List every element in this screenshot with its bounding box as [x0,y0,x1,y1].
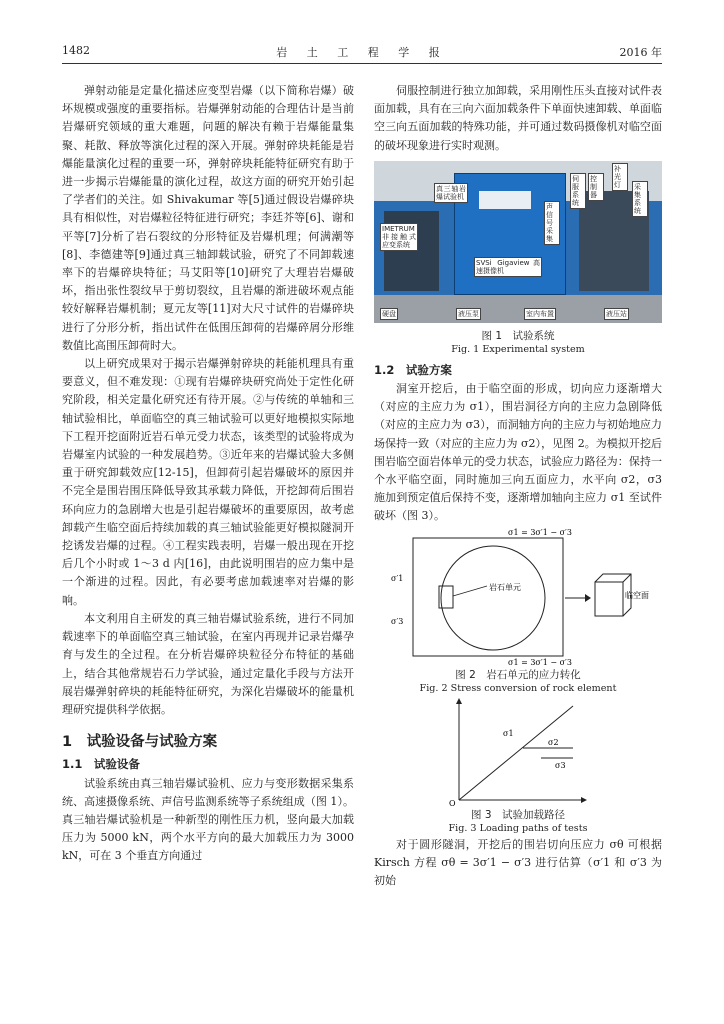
leader-line [453,586,487,596]
figure-caption-en: Fig. 3 Loading paths of tests [448,822,588,834]
label-pump: 液压泵 [458,309,479,318]
left-stress-label-2: σ′3 [391,616,404,626]
element-cube-front [595,582,623,616]
figure-caption: 图 3 试验加载路径 [470,808,566,821]
paragraph: 伺服控制进行独立加卸载，采用刚性压头直接对试件表面加载，具有在三向六面加载条件下单面快速卸载、单面临空三向五面加载的特殊功能，并可通过数码摄像机对临空面的破坏现象进行实时观测。 [374,84,662,152]
sigma1-label: σ1 [503,728,514,738]
free-face-label: 临空面 [625,590,649,600]
element-cube-edge [623,574,631,582]
figure-caption: 图 2 岩石单元的应力转化 [455,668,581,681]
top-stress-label: σ1 = 3σ′1 − σ′3 [508,527,572,537]
label-hydraulic: 液压站 [606,309,627,318]
label-servo: 伺服系统 [570,173,586,209]
figure-caption: 图 1 试验系统 [481,329,555,342]
label-imetrum: IMETRUM非接触式应变系统 [382,224,416,249]
figure-caption-en: Fig. 2 Stress conversion of rock element [419,682,617,694]
paragraph: 洞室开挖后，由于临空面的形成，切向应力逐渐增大（对应的主应力为 σ1），围岩洞径方向的主应力急剧降低（对应的主应力为 σ3），而洞轴方向的主应力与初始地应力场保持一致（对应的主应力为 σ2），见图 2。为模拟开挖后围岩临空面岩体单元的受力状态，试验应力路径为：保持一个水平临空面，同时施加三向五面应力，水平向 σ2，σ3 施加到预定值后保持不变，逐渐增加轴向主应力 σ1 至试件破坏（图 3）。 [374,382,662,523]
rock-mass-boundary [413,538,563,656]
rock-element-label: 岩石单元 [489,582,521,592]
paragraph: 对于圆形隧洞，开挖后的围岩切向压应力 σθ 可根据 Kirsch 方程 σθ = 3σ′1 − σ′3 进行估算（σ′1 和 σ′3 为初始 [374,837,662,888]
loading-path-diagram [443,696,593,808]
transform-arrowhead [585,594,591,602]
experimental-system-photo [374,161,662,323]
sigma3-label: σ3 [555,760,566,770]
label-room: 室内布置 [526,309,554,318]
left-stress-label-1: σ′1 [391,573,404,583]
figure-caption-en: Fig. 1 Experimental system [451,343,585,355]
machine-plate [479,191,531,209]
label-disk: 硬盘 [382,309,396,318]
path-sigma1 [459,706,573,800]
subsection-heading: 1.2 试验方案 [374,362,452,377]
paragraph: 以上研究成果对于揭示岩爆弹射碎块的耗能机理具有重要意义，但不难发现：①现有岩爆碎块研究尚处于定性化研究阶段，相关定量化研究还有待开展。②与传统的单轴和三轴试验相比，单面临空的真三轴试验可以更好地模拟实际地下工程开挖面附近岩石单元受力状态，该类型的试验将成为岩爆室内试验的一种发展趋势。③近年来的岩爆试验大多侧重于研究卸载效应[12-15]，但卸荷引起岩爆破坏的原因并不完全是围岩围压降低导致其承载力降低，开挖卸荷后围岩环向应力的急剧增大也是引起岩爆破坏的重要原因，故考虑卸载产生临空面后持续加载的真三轴试验能更好模拟隧洞开挖诱发岩爆的过程。④工程实践表明，岩爆一般出现在开挖后几个小时或 1～3 d 内[16]，由此说明围岩的应力集中是一个渐进的过程。因此，有必要考虑加载速率对岩爆的影响。 [62,357,354,607]
origin-label: O [449,798,456,808]
label-camera: SVSi Gigaview高速摄像机 [476,258,540,275]
paragraph: 试验系统由真三轴岩爆试验机、应力与变形数据采集系统、高速摄像系统、声信号监测系统等子系统组成（图 1）。真三轴岩爆试验机是一种新型的刚性压力机，竖向最大加载压力为 5000 kN，两个水平方向的最大加载压力为 3000 kN，可在 3 个垂直方向通过 [62,776,354,863]
left-column [62,82,354,866]
label-acoustic: 声信号采集 [544,201,560,245]
label-controller: 控制器 [588,173,604,201]
y-axis-arrowhead [456,698,462,704]
journal-title: 岩 土 工 程 学 报 [276,46,448,59]
bottom-stress-label: σ1 = 3σ′1 − σ′3 [508,657,572,667]
label-light: 补光灯 [612,163,628,191]
right-column [374,82,662,890]
sigma2-label: σ2 [548,737,559,747]
header-rule [62,63,662,64]
paragraph: 本文利用自主研发的真三轴岩爆试验系统，进行不同加载速率下的单面临空真三轴试验，在室内再现并记录岩爆孕育与发生的全过程。在分析岩爆碎块粒径分布特征的基础上，结合其他常规岩石力学试验，通过定量化手段与方法开展岩爆弹射碎块的耗能特征研究，为深化岩爆破坏的能量机理研究提供科学依据。 [62,611,354,716]
stress-conversion-diagram [383,526,653,668]
x-axis-arrowhead [581,797,587,803]
journal-year: 2016 年 [619,46,662,59]
tunnel-circle [441,546,545,650]
label-machine: 真三轴岩爆试验机 [436,184,466,201]
page-number: 1482 [62,44,90,57]
section-heading: 1 试验设备与试验方案 [62,734,218,751]
subsection-heading: 1.1 试验设备 [62,757,140,772]
page-header [62,44,662,62]
paragraph: 弹射动能是定量化描述应变型岩爆（以下简称岩爆）破坏规模或强度的重要指标。岩爆弹射动能的合理估计是当前岩爆研究领域的重大难题，问题的解决有赖于岩爆能量集聚、耗散、释放等演化过程的深入开展。弹射碎块耗能是岩爆能量演化过程的重要一环，弹射碎块耗能特征研究有助于进一步揭示岩爆能量的演化过程，故这方面的研究开始引起了学者们的关注。如 Shivakumar 等[5]通过假设岩爆碎块具有相似性，对岩爆粒径特征进行研究；李廷芥等[6]、谢和平等[7]分析了岩石裂纹的分形特征及岩爆机理；何满潮等[8]、李德建等[9]通过真三轴卸载试验，研究了不同卸载速率下的岩爆碎块特征；马艾阳等[10]研究了大理岩岩爆破坏，指出张性裂纹早于剪切裂纹，且岩爆的渐进破坏观点能较好解释岩爆机制；夏元友等[11]对大尺寸试件的岩爆碎块进行了分形分析，指出试件在低围压卸荷的岩爆碎屑分形维数值比高围压卸荷时大。 [62,84,354,352]
label-recorder: 采集系统 [632,181,648,217]
